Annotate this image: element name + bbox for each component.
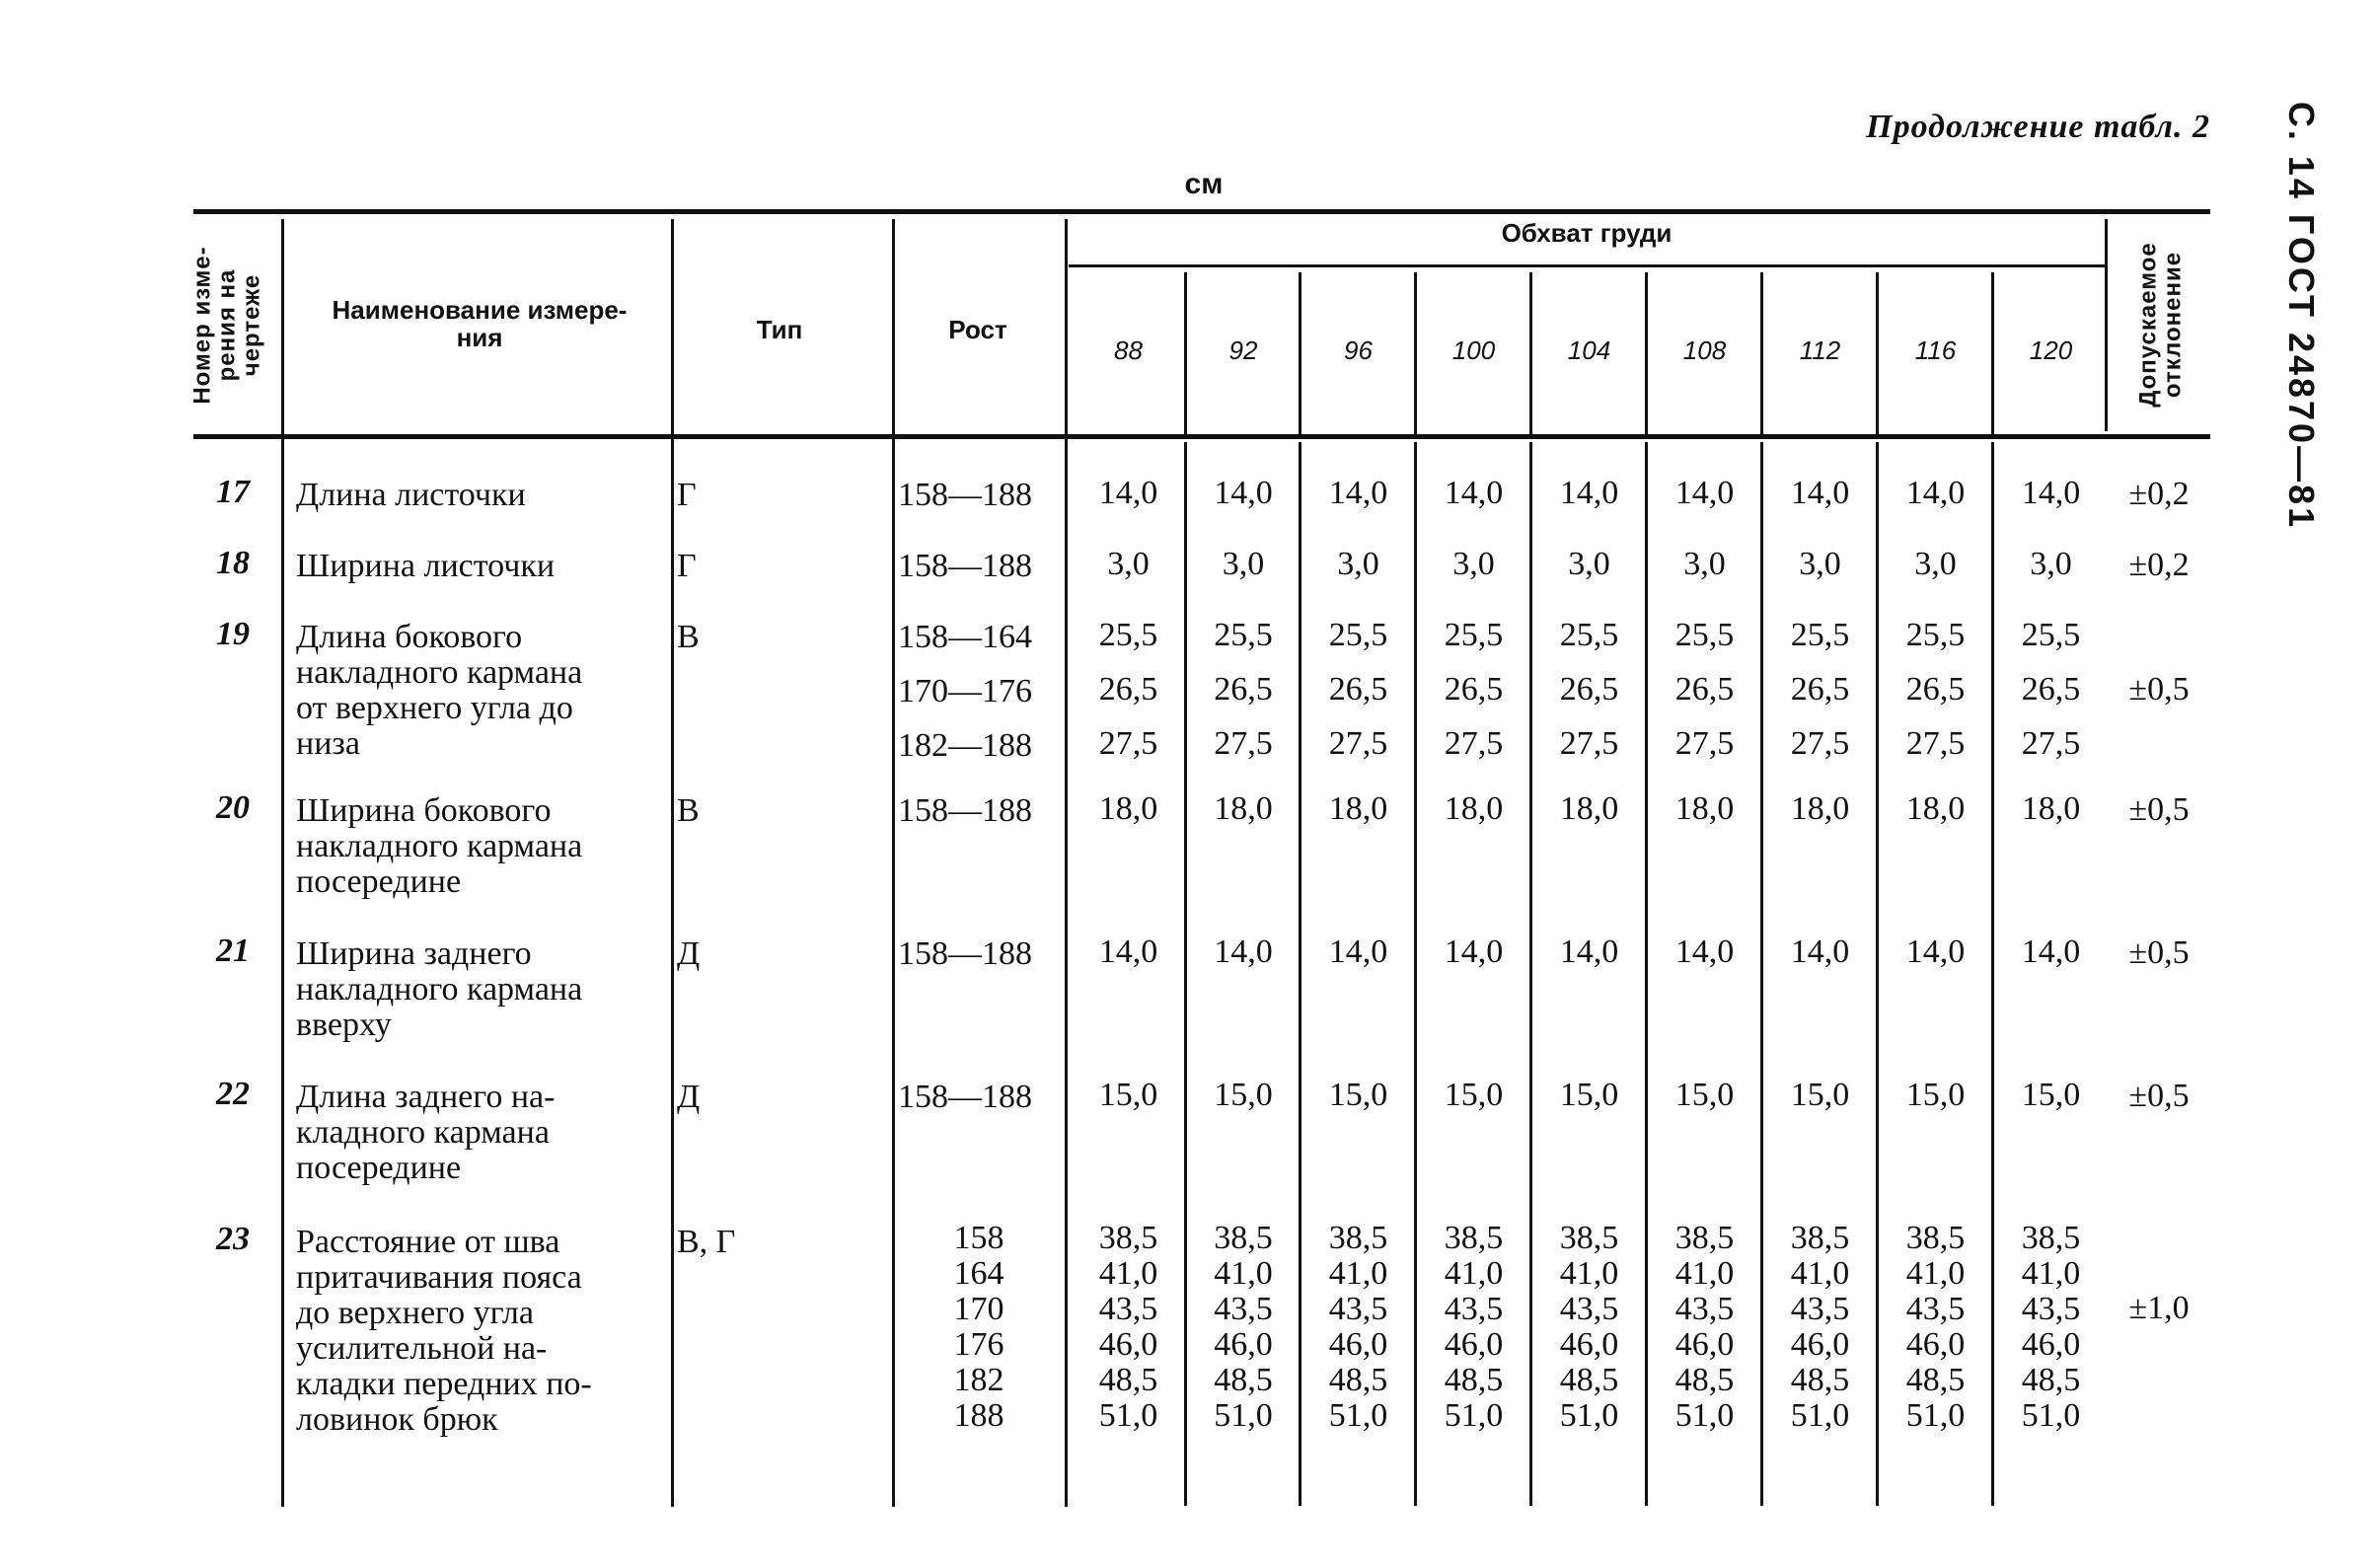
row-name: Длина заднего на- кладного кармана посередине: [296, 1079, 556, 1186]
row-tolerance: ±0,5: [2128, 934, 2190, 971]
row-value: 25,5: [1790, 617, 1850, 653]
column-rule: [1529, 272, 1532, 434]
row-value: 18,0: [1790, 790, 1850, 827]
row-value: 14,0: [1790, 933, 1850, 970]
row-tolerance: ±0,5: [2128, 1078, 2190, 1114]
row-value: 38,5 41,0 43,5 46,0 48,5 51,0: [1444, 1220, 1504, 1434]
row-value: 38,5 41,0 43,5 46,0 48,5 51,0: [1098, 1220, 1158, 1434]
row-value: 3,0: [1452, 546, 1495, 582]
row-height: 158—188: [898, 935, 1032, 972]
row-value: 15,0: [1905, 1077, 1966, 1113]
row-value: 3,0: [2030, 546, 2072, 582]
row-type: Г: [677, 548, 697, 584]
row-value: 14,0: [1214, 933, 1273, 970]
column-rule: [1645, 442, 1648, 1506]
header-bottom-rule: [193, 434, 2210, 439]
row-value: 38,5 41,0 43,5 46,0 48,5 51,0: [1674, 1220, 1735, 1434]
row-value: 15,0: [1098, 1077, 1158, 1113]
row-value: 18,0: [2021, 790, 2081, 827]
row-value: 14,0: [1098, 475, 1158, 511]
row-value: 38,5 41,0 43,5 46,0 48,5 51,0: [1905, 1220, 1966, 1434]
row-value: 14,0: [1674, 475, 1735, 511]
row-value: 38,5 41,0 43,5 46,0 48,5 51,0: [1559, 1220, 1619, 1434]
row-value: 3,0: [1222, 546, 1265, 582]
row-value: 27,5: [1790, 725, 1850, 762]
units-label: см: [1184, 168, 1224, 200]
row-value: 18,0: [1444, 790, 1504, 827]
row-value: 27,5: [1674, 725, 1735, 762]
header-height: Рост: [948, 315, 1007, 344]
row-value: 25,5: [1214, 617, 1273, 653]
row-value: 3,0: [1337, 546, 1379, 582]
row-value: 25,5: [2021, 617, 2081, 653]
row-value: 27,5: [1328, 725, 1388, 762]
row-height: 182—188: [898, 727, 1032, 764]
row-type: В, Г: [677, 1224, 736, 1260]
table-top-rule: [193, 209, 2210, 214]
row-number: 19: [216, 616, 250, 652]
row-type: Д: [677, 1079, 701, 1115]
row-value: 25,5: [1328, 617, 1388, 653]
header-type: Тип: [756, 315, 803, 344]
row-value: 14,0: [1328, 933, 1388, 970]
row-number: 17: [216, 474, 250, 510]
chest-size-header: 96: [1344, 336, 1373, 365]
column-rule: [1991, 272, 1994, 434]
row-height: 158—188: [898, 477, 1032, 513]
header-name: Наименование измере- ния: [332, 295, 628, 352]
column-rule: [1299, 442, 1302, 1506]
row-height: 158—188: [898, 548, 1032, 584]
row-value: 27,5: [1098, 725, 1158, 762]
column-rule: [671, 219, 674, 1507]
table-continuation-label: Продолжение табл. 2: [1866, 109, 2210, 145]
column-rule: [281, 219, 284, 1507]
row-heights: 158 164 170 176 182 188: [953, 1220, 1004, 1434]
row-value: 14,0: [1905, 933, 1966, 970]
chest-size-header: 100: [1451, 336, 1496, 365]
row-value: 25,5: [1674, 617, 1735, 653]
header-chest-group: Обхват груди: [1501, 218, 1673, 248]
row-value: 14,0: [1905, 475, 1966, 511]
row-name: Ширина листочки: [296, 548, 556, 584]
row-value: 14,0: [1674, 933, 1735, 970]
row-value: 14,0: [1444, 933, 1504, 970]
row-height: 158—188: [898, 1079, 1032, 1115]
standard-page-header-text: С. 14 ГОСТ 24870—81: [2281, 101, 2323, 531]
row-value: 26,5: [1214, 671, 1273, 708]
column-rule: [1991, 442, 1994, 1506]
row-number: 23: [216, 1221, 250, 1257]
row-tolerance: ±0,2: [2128, 476, 2190, 512]
row-value: 3,0: [1683, 546, 1726, 582]
chest-size-header: 120: [2029, 336, 2073, 365]
row-number: 20: [216, 789, 250, 826]
row-value: 14,0: [1444, 475, 1504, 511]
column-rule: [1414, 442, 1417, 1506]
column-rule: [1184, 272, 1187, 434]
row-type: В: [677, 792, 700, 829]
row-value: 27,5: [2021, 725, 2081, 762]
chest-size-header: 116: [1914, 336, 1957, 365]
row-value: 38,5 41,0 43,5 46,0 48,5 51,0: [2021, 1220, 2081, 1434]
row-value: 14,0: [2021, 475, 2081, 511]
row-tolerance: ±0,5: [2128, 791, 2190, 828]
row-value: 26,5: [1674, 671, 1735, 708]
row-value: 3,0: [1914, 546, 1957, 582]
row-height: 158—188: [898, 792, 1032, 829]
row-value: 25,5: [1905, 617, 1966, 653]
column-rule: [1760, 442, 1763, 1506]
row-height: 158—164: [898, 619, 1032, 655]
column-rule: [1876, 272, 1879, 434]
column-rule: [1760, 272, 1763, 434]
chest-size-header: 108: [1682, 336, 1727, 365]
column-rule: [1876, 442, 1879, 1506]
row-value: 14,0: [1790, 475, 1850, 511]
chest-size-header: 88: [1114, 336, 1143, 365]
row-value: 3,0: [1107, 546, 1150, 582]
column-rule: [892, 219, 895, 1507]
chest-size-header: 104: [1567, 336, 1611, 365]
row-tolerance: ±0,5: [2128, 671, 2190, 708]
column-rule: [1184, 442, 1187, 1506]
row-value: 14,0: [1328, 475, 1388, 511]
row-type: В: [677, 619, 700, 655]
row-type: Г: [677, 477, 697, 513]
row-value: 3,0: [1799, 546, 1841, 582]
row-name: Ширина заднего накладного кармана вверху: [296, 935, 583, 1043]
column-rule: [1529, 442, 1532, 1506]
column-rule: [1414, 272, 1417, 434]
row-value: 18,0: [1905, 790, 1966, 827]
row-value: 26,5: [1790, 671, 1850, 708]
row-value: 26,5: [1098, 671, 1158, 708]
row-value: 25,5: [1098, 617, 1158, 653]
row-value: 27,5: [1905, 725, 1966, 762]
row-value: 18,0: [1328, 790, 1388, 827]
row-name: Расстояние от шва притачивания пояса до верхнего угла усилительной на- кладки передних по- ловинок брюк: [296, 1224, 592, 1438]
row-value: 25,5: [1444, 617, 1504, 653]
row-value: 27,5: [1214, 725, 1273, 762]
row-value: 14,0: [1559, 933, 1619, 970]
row-value: 38,5 41,0 43,5 46,0 48,5 51,0: [1214, 1220, 1273, 1434]
row-value: 18,0: [1214, 790, 1273, 827]
row-value: 38,5 41,0 43,5 46,0 48,5 51,0: [1790, 1220, 1850, 1434]
row-name: Длина бокового накладного кармана от верхнего угла до низа: [296, 619, 583, 762]
row-number: 21: [216, 933, 250, 969]
column-rule: [1065, 219, 1068, 1507]
row-value: 14,0: [1098, 933, 1158, 970]
column-rule: [1299, 272, 1302, 434]
row-tolerance: ±0,2: [2128, 547, 2190, 583]
standard-page-header: [2260, 101, 2343, 531]
row-value: 26,5: [1559, 671, 1619, 708]
row-value: 15,0: [1674, 1077, 1735, 1113]
row-value: 18,0: [1559, 790, 1619, 827]
row-value: 27,5: [1559, 725, 1619, 762]
row-value: 18,0: [1098, 790, 1158, 827]
row-value: 26,5: [1444, 671, 1504, 708]
header-tolerance: Допускаемое отклонение: [2135, 242, 2188, 408]
row-value: 18,0: [1674, 790, 1735, 827]
chest-size-header: 112: [1799, 336, 1841, 365]
row-value: 38,5 41,0 43,5 46,0 48,5 51,0: [1328, 1220, 1388, 1434]
row-value: 14,0: [1559, 475, 1619, 511]
row-tolerance: ±1,0: [2128, 1290, 2190, 1326]
row-value: 25,5: [1559, 617, 1619, 653]
chest-group-rule: [1069, 264, 2105, 267]
column-rule: [1645, 272, 1648, 434]
row-value: 15,0: [1214, 1077, 1273, 1113]
row-name: Длина листочки: [296, 477, 526, 513]
row-value: 3,0: [1568, 546, 1610, 582]
row-value: 26,5: [2021, 671, 2081, 708]
row-value: 15,0: [2021, 1077, 2081, 1113]
row-value: 27,5: [1444, 725, 1504, 762]
row-name: Ширина бокового накладного кармана посередине: [296, 792, 583, 900]
chest-size-header: 92: [1228, 336, 1258, 365]
row-value: 15,0: [1790, 1077, 1850, 1113]
row-number: 18: [216, 545, 250, 581]
row-value: 14,0: [2021, 933, 2081, 970]
row-height: 170—176: [898, 673, 1032, 709]
row-value: 15,0: [1559, 1077, 1619, 1113]
row-value: 14,0: [1214, 475, 1273, 511]
row-value: 26,5: [1905, 671, 1966, 708]
header-number: Номер изме- рения на чертеже: [188, 245, 265, 405]
column-rule: [2105, 219, 2108, 431]
row-value: 26,5: [1328, 671, 1388, 708]
row-type: Д: [677, 935, 701, 972]
row-value: 15,0: [1444, 1077, 1504, 1113]
row-value: 15,0: [1328, 1077, 1388, 1113]
row-number: 22: [216, 1076, 250, 1112]
